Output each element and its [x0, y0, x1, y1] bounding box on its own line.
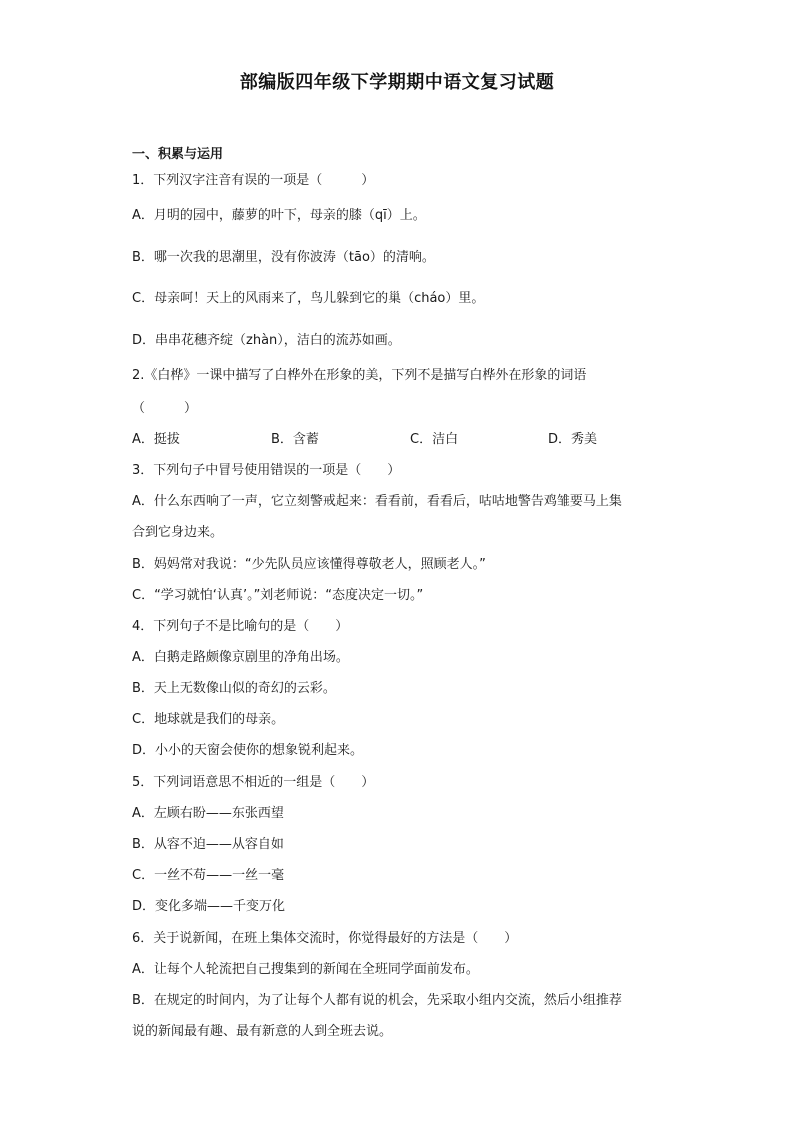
question-4-option-b: B．天上无数像山似的奇幻的云彩。: [132, 681, 336, 696]
question-4-option-c: C．地球就是我们的母亲。: [132, 712, 285, 727]
question-3-option-c: C．“学习就怕‘认真’。”刘老师说：“态度决定一切。”: [132, 588, 424, 603]
question-2-option-d: D．秀美: [548, 432, 598, 447]
question-3-option-b: B．妈妈常对我说：“少先队员应该懂得尊敬老人，照顾老人。”: [132, 557, 486, 572]
question-1-stem: 1．下列汉字注音有误的一项是（ ）: [132, 173, 375, 188]
document-title: 部编版四年级下学期期中语文复习试题: [239, 72, 555, 93]
question-6-option-a: A．让每个人轮流把自己搜集到的新闻在全班同学面前发布。: [132, 962, 479, 977]
question-3-stem: 3．下列句子中冒号使用错误的一项是（ ）: [132, 463, 401, 478]
question-4-stem: 4．下列句子不是比喻句的是（ ）: [132, 619, 349, 634]
question-1-option-c: C．母亲呵！天上的风雨来了，鸟儿躲到它的巢（cháo）里。: [132, 291, 485, 306]
section-heading: 一、积累与运用: [132, 147, 224, 162]
question-2-option-b: B．含蓄: [271, 432, 319, 447]
question-6-option-b-cont: 说的新闻最有趣、最有新意的人到全班去说。: [132, 1024, 393, 1039]
question-2-stem: 2.《白桦》一课中描写了白桦外在形象的美，下列不是描写白桦外在形象的词语: [132, 368, 587, 383]
question-5-stem: 5．下列词语意思不相近的一组是（ ）: [132, 775, 375, 790]
question-2-option-c: C．洁白: [410, 432, 459, 447]
question-2-option-a: A．挺拔: [132, 432, 180, 447]
question-4-option-d: D．小小的天窗会使你的想象锐利起来。: [132, 743, 364, 758]
question-5-option-b: B．从容不迫——从容自如: [132, 837, 284, 852]
question-3-option-a-cont: 合到它身边来。: [132, 525, 224, 540]
question-1-option-a: A．月明的园中，藤萝的叶下，母亲的膝（qī）上。: [132, 208, 426, 223]
question-5-option-d: D．变化多端——千变万化: [132, 899, 286, 914]
question-5-option-a: A．左顾右盼——东张西望: [132, 806, 284, 821]
question-5-option-c: C．一丝不苟——一丝一毫: [132, 868, 285, 883]
question-3-option-a: A．什么东西响了一声，它立刻警戒起来：看看前，看看后，咕咕地警告鸡雏要马上集: [132, 494, 622, 509]
question-2-stem-blank: （ ）: [132, 401, 198, 416]
question-4-option-a: A．白鹅走路颇像京剧里的净角出场。: [132, 650, 349, 665]
question-6-option-b: B．在规定的时间内，为了让每个人都有说的机会，先采取小组内交流，然后小组推荐: [132, 993, 622, 1008]
question-1-option-b: B．哪一次我的思潮里，没有你波涛（tāo）的清响。: [132, 250, 435, 265]
question-1-option-d: D．串串花穗齐绽（zhàn），洁白的流苏如画。: [132, 333, 401, 348]
question-6-stem: 6．关于说新闻，在班上集体交流时，你觉得最好的方法是（ ）: [132, 931, 518, 946]
